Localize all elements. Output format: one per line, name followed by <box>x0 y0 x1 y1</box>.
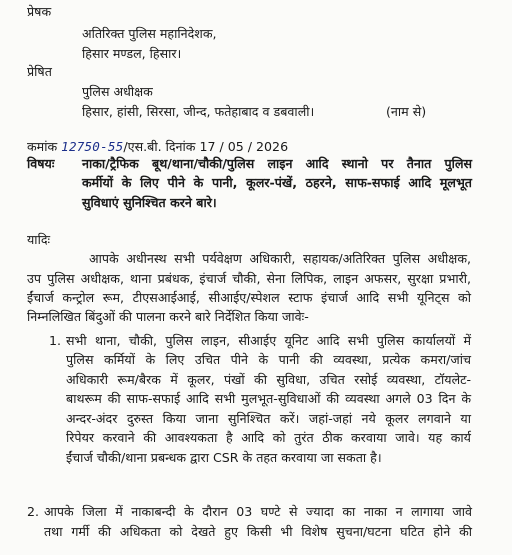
point-1-line-6: रिपेयर करवाने की आवश्यकता है आदि को तुरंत ठीक करवाया जावे। यह कार्य <box>66 430 471 445</box>
recipient-districts: हिसार, हांसी, सिरसा, जीन्द, फतेहाबाद व डबवाली। <box>82 104 315 119</box>
recipient-designation: पुलिस अधीक्षक <box>82 84 153 99</box>
point-1-line-2: पुलिस कर्मियों के लिए उचित पीने के पानी की व्यवस्था, प्रत्येक कमरा/जांच <box>66 352 471 367</box>
point-2-number: 2. <box>27 504 40 519</box>
subject-line-3: सुविधाएं सुनिश्चित करने बारे। <box>82 195 217 210</box>
intro-line-3: ईंचार्ज कन्ट्रोल रूम, टीएसआईआई, सीआईए/स्पेशल स्टाफ इंचार्ज आदि सभी यूनिट्स को <box>27 290 471 305</box>
intro-line-4: निम्नलिखित बिंदुओं की पालना करने बारे निर्देशित किया जावेः- <box>27 309 309 324</box>
reference-prefix: कमांक <box>27 139 58 154</box>
point-1-line-5: अन्दर-अंदर दुरुस्त किया जाना सुनिश्चित करें। जहां-जहां नये कूलर लगवाने या <box>66 411 471 426</box>
reference-date: /एस.बी. दिनांक 17 / 05 / 2026 <box>123 139 289 154</box>
subject-line-2: कर्मीयों के लिए पीने के पानी, कूलर-पंखें, ठहरने, साफ-सफाई आदि मूलभूत <box>82 175 472 190</box>
subject-line-1: नाका/ट्रैफिक बूथ/थाना/चौकी/पुलिस लाइन आदि स्थानो पर तैनात पुलिस <box>82 156 472 171</box>
point-1-line-7: ईंचार्ज चौकी/थाना प्रबन्धक द्वारा CSR के तहत करवाया जा सकता है। <box>66 450 382 465</box>
point-1-line-4: बाथरूम की साफ-सफाई आदि सभी मुलभूत-सुविधाओं की व्यवस्था अगले 03 दिन के <box>66 391 471 406</box>
intro-line-1: आपके अधीनस्थ सभी पर्यवेक्षण अधिकारी, सहायक/अतिरिक्त पुलिस अधीक्षक, <box>89 251 471 266</box>
point-1-number: 1. <box>49 333 62 348</box>
sender-office: हिसार मण्डल, हिसार। <box>82 46 182 61</box>
point-2-line-1: आपके जिला में नाकाबन्दी के दौरान 03 घण्टे से ज्यादा का नाका न लागाया जावे <box>44 504 472 519</box>
point-1-line-3: अधिकारी रूम/बैरक में कूलर, पंखों की सुविधा, उचित रसोई व्यवस्था, टॉयलेट- <box>66 372 471 387</box>
reference-line <box>27 139 288 155</box>
sender-designation: अतिरिक्त पुलिस महानिदेशक, <box>82 26 217 41</box>
reminder-label: यादिः <box>27 232 51 247</box>
point-1-line-1: सभी थाना, चौकी, पुलिस लाइन, सीआईए यूनिट आदि सभी पुलिस कार्यालयों में <box>66 333 471 348</box>
recipient-label: प्रेषित <box>27 64 52 79</box>
sender-label: प्रेषक <box>27 4 52 19</box>
reference-number-handwritten: 12750-55 <box>61 139 124 154</box>
point-2-line-2: तथा गर्मी की अधिकता को देखते हुए किसी भी विशेष सुचना/घटना घटित होने की <box>44 524 472 539</box>
subject-label: विषयः <box>27 156 55 171</box>
intro-line-2: उप पुलिस अधीक्षक, थाना प्रबंधक, इंचार्ज चौकी, सेना लिपिक, लाइन अफसर, सुरक्षा प्रभारी, <box>27 271 471 286</box>
recipient-note: (नाम से) <box>386 104 427 119</box>
